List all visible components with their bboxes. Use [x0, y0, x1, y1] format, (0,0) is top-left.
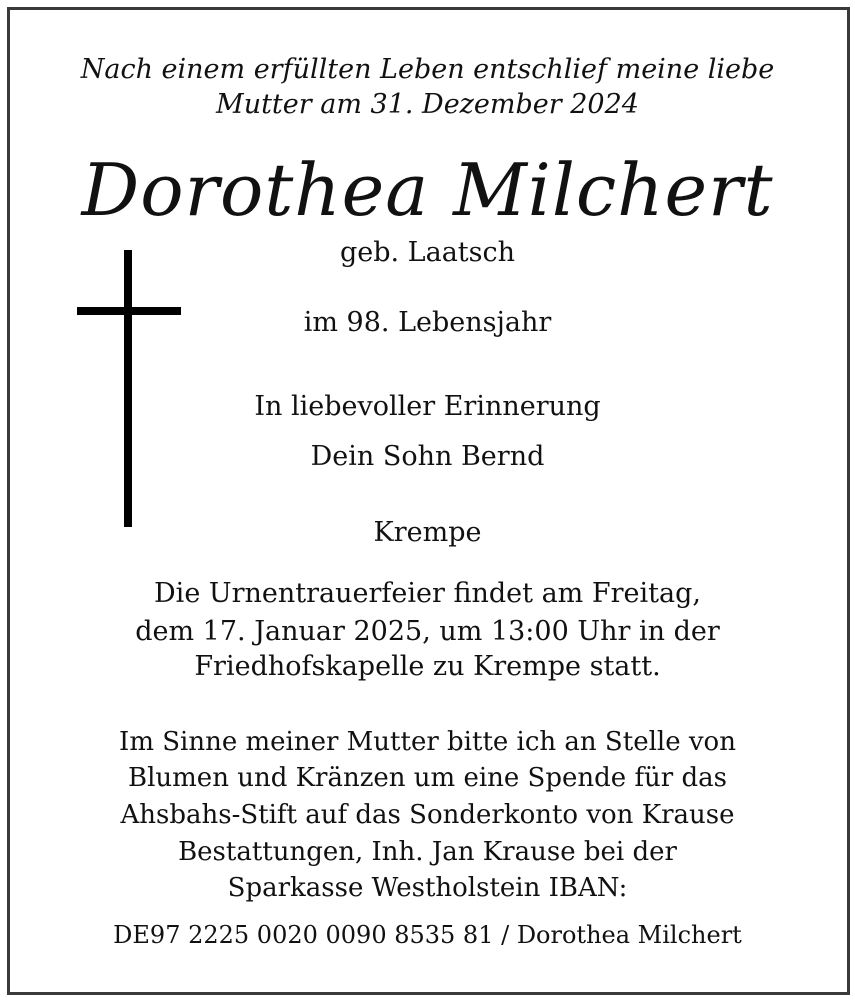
- age-text: im 98. Lebensjahr: [303, 307, 552, 338]
- donation-line-1: Im Sinne meiner Mutter bitte ich an Stelle von: [119, 727, 736, 757]
- donation-line-5: Sparkasse Westholstein IBAN:: [227, 873, 628, 903]
- donation-line-2: Blumen und Kränzen um eine Spende für das: [127, 763, 727, 793]
- donation-line-4: Bestattungen, Inh. Jan Krause bei der: [178, 837, 677, 867]
- intro-line-1: Nach einem erfüllten Leben entschlief meine liebe: [80, 54, 775, 85]
- iban-line: DE97 2225 0020 0090 8535 81 / Dorothea Milchert: [113, 921, 742, 949]
- remembrance-text: In liebevoller Erinnerung: [254, 391, 601, 422]
- latin-cross-icon: [77, 250, 181, 527]
- place-text: Krempe: [373, 517, 482, 548]
- donation-line-3: Ahsbahs-Stift auf das Sonderkonto von Krause: [120, 800, 735, 830]
- service-line-2: dem 17. Januar 2025, um 13:00 Uhr in der: [135, 616, 720, 647]
- service-line-1: Die Urnentrauerfeier findet am Freitag,: [154, 578, 701, 609]
- service-line-3: Friedhofskapelle zu Krempe statt.: [194, 651, 661, 682]
- deceased-name: Dorothea Milchert: [81, 148, 774, 232]
- intro-line-2: Mutter am 31. Dezember 2024: [216, 89, 639, 120]
- cross-vertical-bar: [124, 250, 132, 527]
- signature-text: Dein Sohn Bernd: [310, 441, 545, 472]
- birth-name: geb. Laatsch: [339, 237, 516, 268]
